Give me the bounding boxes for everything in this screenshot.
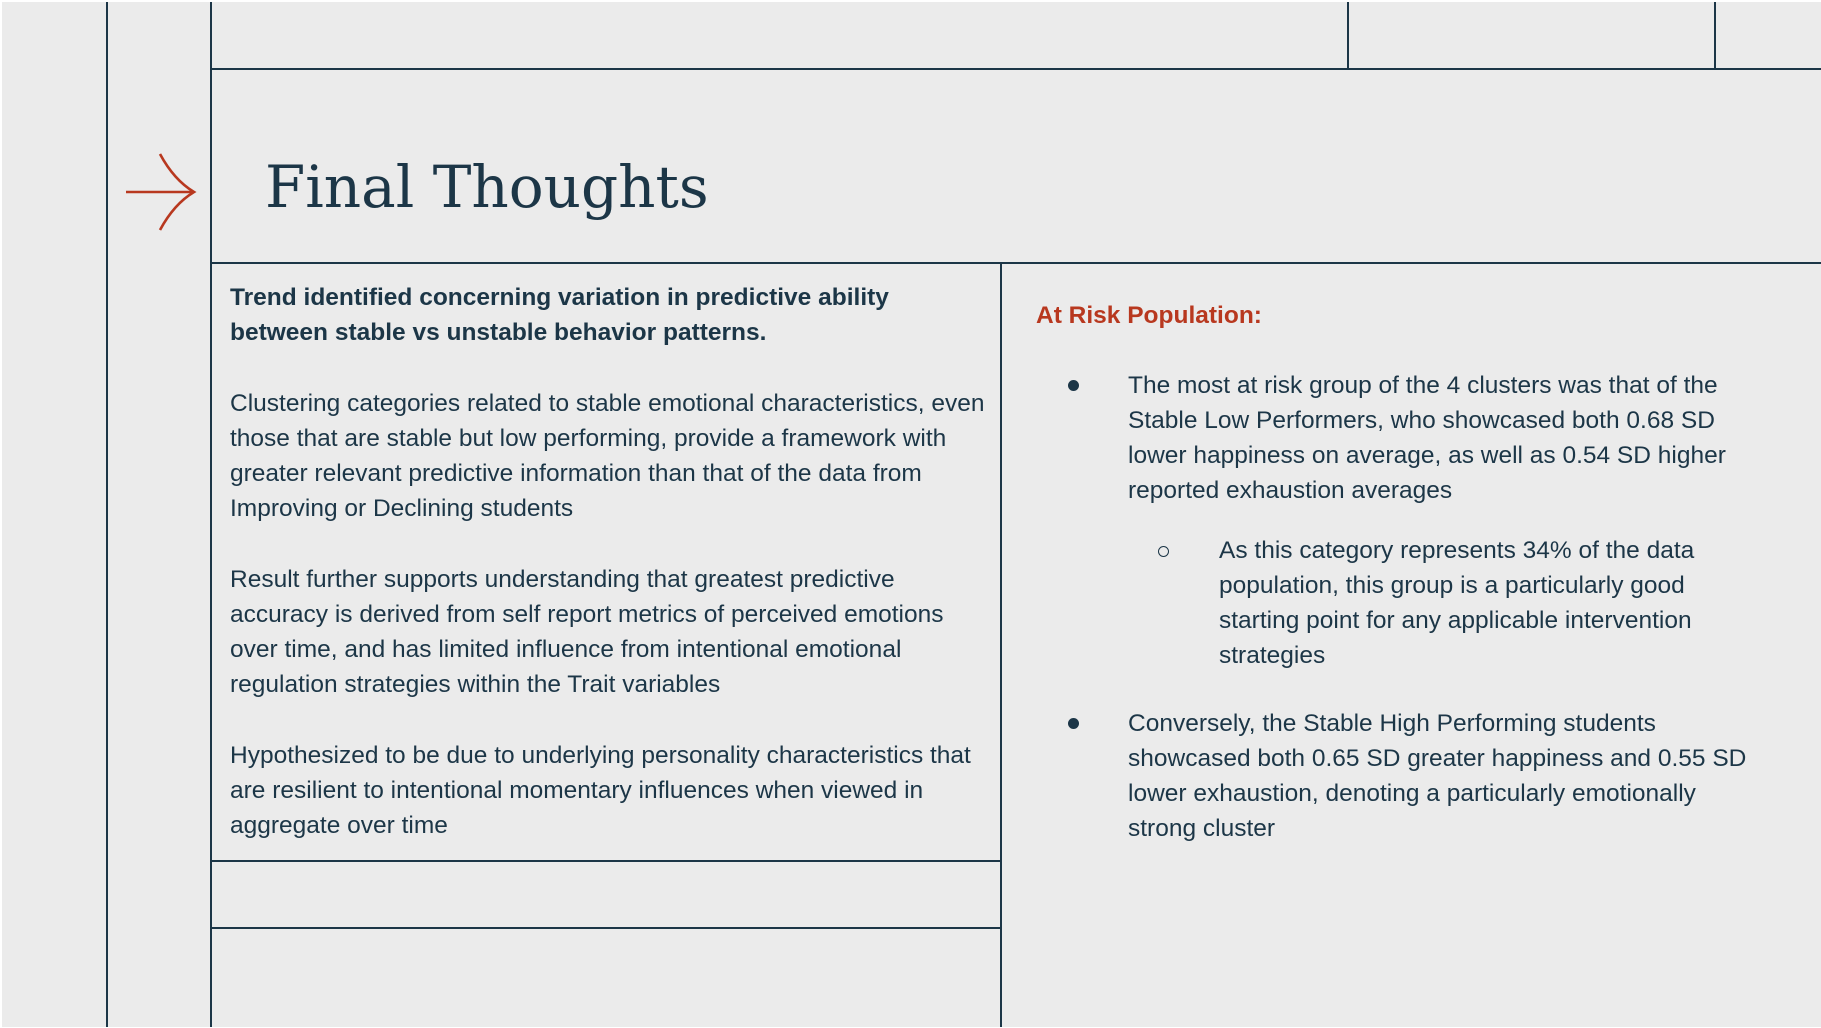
left-panel-paragraph: Hypothesized to be due to underlying personality characteristics that are resilient to intentional momentary influences when viewed in aggregate over time — [230, 742, 971, 839]
left-panel-paragraph: Clustering categories related to stable emotional characteristics, even those that are stable but low performing, provide a framework with greater relevant predictive information than that of the data from Improving or Declining students — [230, 390, 985, 522]
sub-bullet-text: As this category represents 34% of the data population, this group is a particularly good starting point for any applicable intervention strategies — [1219, 537, 1695, 669]
bullet-text: Conversely, the Stable High Performing students showcased both 0.65 SD greater happiness and 0.55 SD lower exhaustion, denoting a particularly emotionally strong cluster — [1128, 710, 1747, 842]
grid-line-left-panel-bottom — [210, 860, 1002, 862]
grid-line-top — [210, 68, 1821, 70]
slide-canvas — [2, 2, 1821, 1027]
grid-line-top-right-b — [1714, 2, 1716, 70]
left-panel — [230, 280, 990, 843]
grid-line-top-right-a — [1347, 2, 1349, 70]
list-item — [1068, 706, 1768, 846]
arrow-right-icon — [122, 152, 200, 232]
grid-line-title-bottom — [210, 262, 1821, 264]
at-risk-heading: At Risk Population: — [1036, 302, 1262, 329]
bullet-text: The most at risk group of the 4 clusters was that of the Stable Low Performers, who showcased both 0.68 SD lower happiness on average, as well as 0.54 SD higher reported exhaustion averages — [1128, 372, 1726, 504]
bullet-circle-icon — [1158, 546, 1169, 557]
bullet-dot-icon — [1068, 718, 1079, 729]
slide-title: Final Thoughts — [265, 153, 709, 221]
list-item — [1068, 368, 1768, 508]
grid-line-left-inner — [210, 2, 212, 1027]
grid-line-left-panel-footer — [210, 927, 1002, 929]
left-panel-lead: Trend identified concerning variation in predictive ability between stable vs unstable behavior patterns. — [230, 284, 889, 346]
left-panel-paragraph: Result further supports understanding that greatest predictive accuracy is derived from self report metrics of perceived emotions over time, and has limited influence from intentional emotional regulation strategies within the Trait variables — [230, 566, 944, 698]
grid-line-left-outer — [106, 2, 108, 1027]
list-item — [1158, 533, 1758, 673]
bullet-dot-icon — [1068, 380, 1079, 391]
grid-line-center — [1000, 264, 1002, 1027]
